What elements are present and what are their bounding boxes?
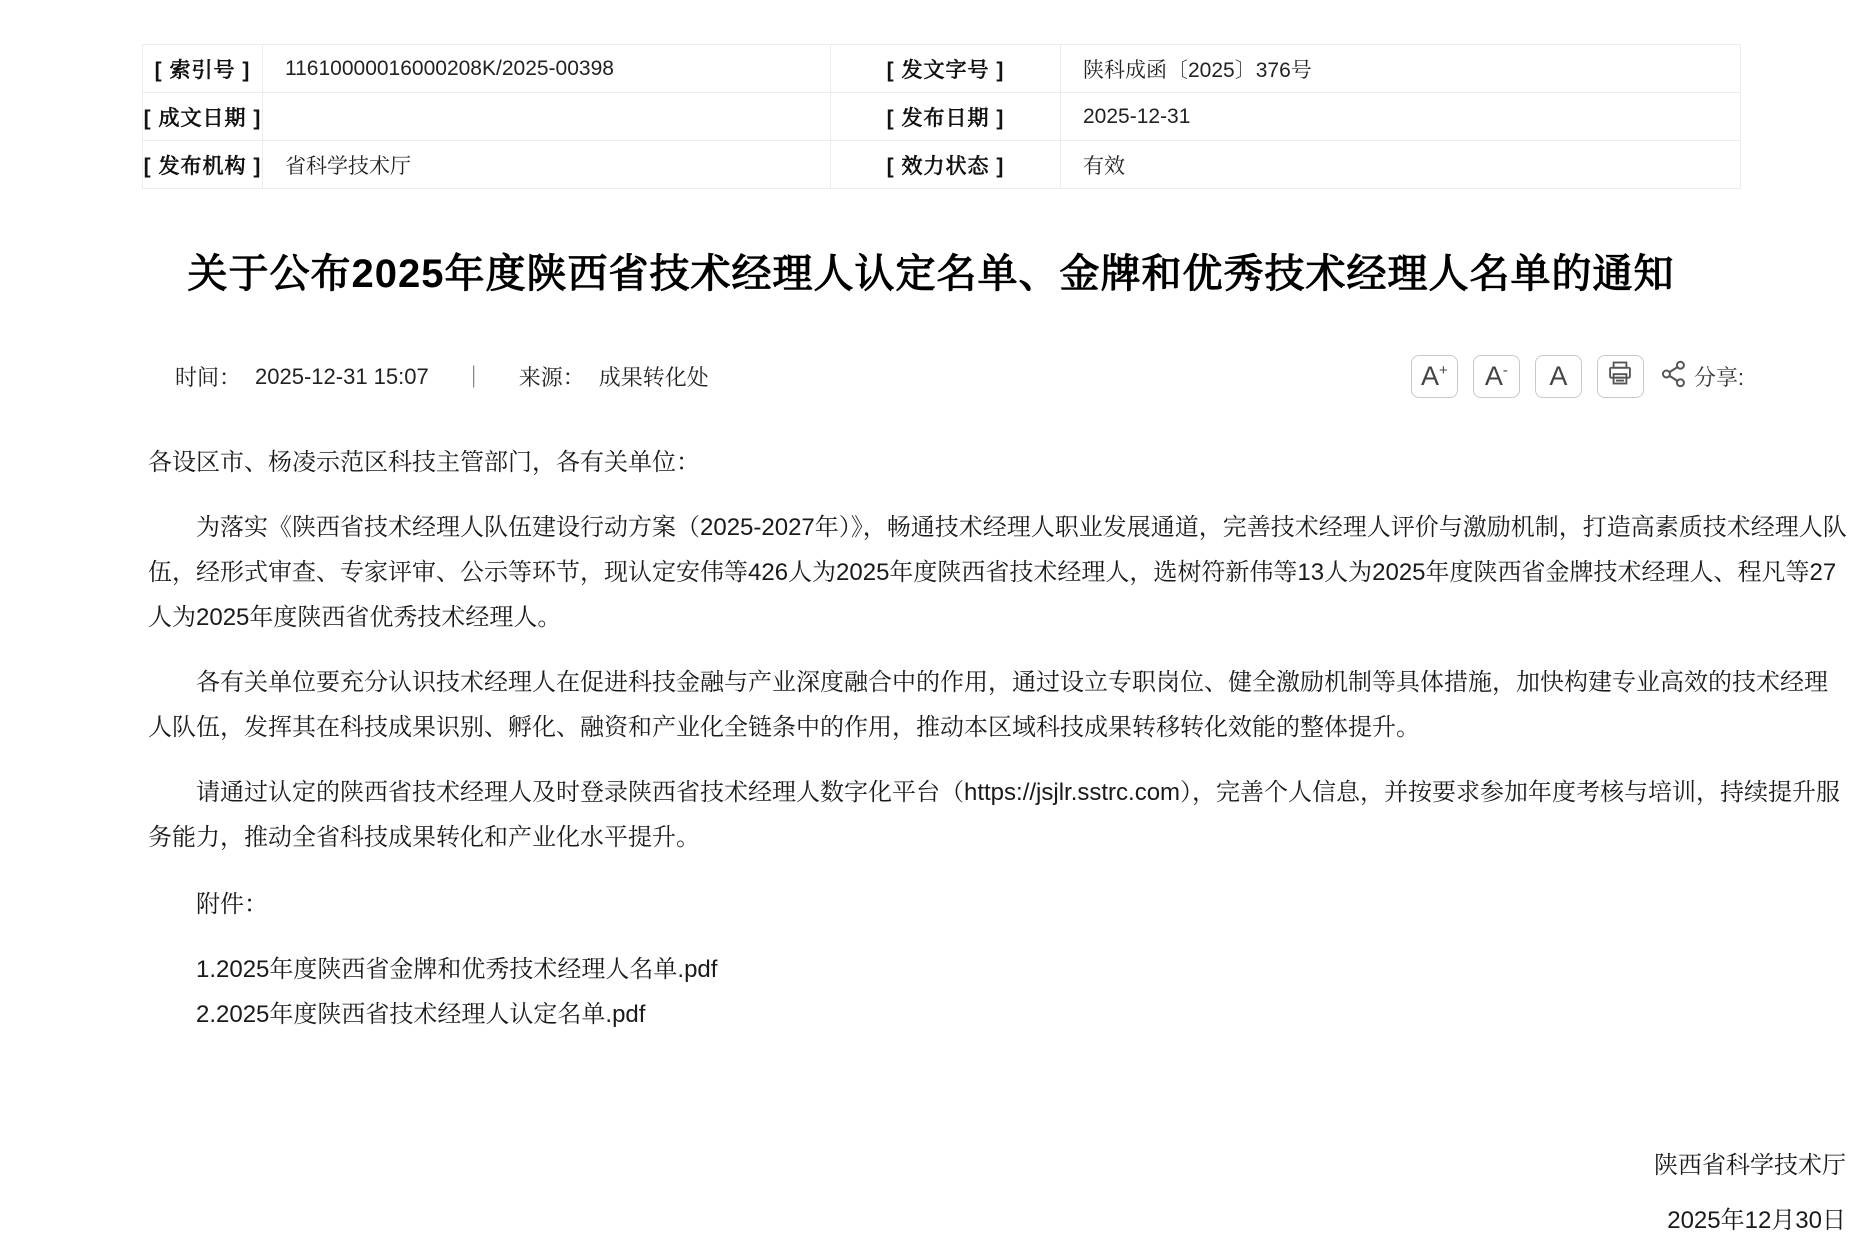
source-value: 成果转化处 (598, 365, 709, 390)
paragraph-2: 各有关单位要充分认识技术经理人在促进科技金融与产业深度融合中的作用，通过设立专职岗位、健全激励机制等具体措施，加快构建专业高效的技术经理人队伍，发挥其在科技成果识别、孵化、融资和产业化全链条中的作用，推动本区域科技成果转移转化效能的整体提升。 (148, 669, 1828, 741)
paragraph-3: 请通过认定的陕西省技术经理人及时登录陕西省技术经理人数字化平台（https://jsjlr.sstrc.com），完善个人信息，并按要求参加年度考核与培训，持续提升服务能力，推动全省科技成果转化和产业化水平提升。 (148, 779, 1841, 851)
share-label: 分享: (1693, 365, 1744, 390)
share-icon (1660, 360, 1688, 393)
value-issuing-agency: 省科学技术厅 (263, 141, 831, 189)
print-button[interactable] (1597, 355, 1644, 398)
meta-info (175, 361, 709, 392)
value-validity-status: 有效 (1061, 141, 1741, 189)
attachments-label: 附件： (196, 891, 268, 918)
signature-org: 陕西省科学技术厅 (1654, 1152, 1846, 1179)
notice-body (148, 440, 1850, 1037)
font-increase-button[interactable]: A + (1411, 355, 1458, 398)
page-title: 关于公布2025年度陕西省技术经理人认定名单、金牌和优秀技术经理人名单的通知 (187, 252, 1675, 296)
font-reset-button[interactable]: A (1535, 355, 1582, 398)
value-document-number: 陕科成函〔2025〕376号 (1061, 45, 1741, 93)
share-button[interactable] (1660, 360, 1744, 393)
time-value: 2025-12-31 15:07 (255, 363, 429, 389)
source-label: 来源： (518, 365, 585, 390)
label-written-date: [ 成文日期 ] (143, 93, 263, 141)
signature-block (1654, 1138, 1846, 1237)
time-label: 时间： (175, 365, 242, 390)
value-written-date (263, 93, 831, 141)
label-document-number: [ 发文字号 ] (831, 45, 1061, 93)
value-publish-date: 2025-12-31 (1061, 93, 1741, 141)
meta-bar (175, 355, 1744, 398)
label-validity-status: [ 效力状态 ] (831, 141, 1061, 189)
table-row (143, 141, 1741, 189)
font-decrease-button[interactable]: A - (1473, 355, 1520, 398)
paragraph-1: 为落实《陕西省技术经理人队伍建设行动方案（2025-2027年）》，畅通技术经理人职业发展通道，完善技术经理人评价与激励机制，打造高素质技术经理人队伍，经形式审查、专家评审、公示等环节，现认定安伟等426人为2025年度陕西省技术经理人，选树符新伟等13人为2025年度陕西省金牌技术经理人、程凡等27人为2025年度陕西省优秀技术经理人。 (148, 514, 1847, 631)
label-issuing-agency: [ 发布机构 ] (143, 141, 263, 189)
document-info-table (142, 44, 1741, 189)
attachment-link-gold-list-pdf[interactable]: 1.2025年度陕西省金牌和优秀技术经理人名单.pdf (196, 956, 718, 983)
label-publish-date: [ 发布日期 ] (831, 93, 1061, 141)
label-index-number: [ 索引号 ] (143, 45, 263, 93)
printer-icon (1606, 359, 1634, 394)
table-row (143, 93, 1741, 141)
signature-date: 2025年12月30日 (1667, 1207, 1846, 1234)
attachment-link-certified-list-pdf[interactable]: 2.2025年度陕西省技术经理人认定名单.pdf (196, 1001, 646, 1028)
greeting-line: 各设区市、杨凌示范区科技主管部门，各有关单位： (148, 449, 700, 476)
attachment-row (148, 992, 1850, 1037)
table-row (143, 45, 1741, 93)
toolbar (1396, 355, 1744, 398)
value-index-number: 11610000016000208K/2025-00398 (263, 45, 831, 93)
meta-separator: ｜ (462, 365, 485, 390)
attachment-row (148, 947, 1850, 992)
